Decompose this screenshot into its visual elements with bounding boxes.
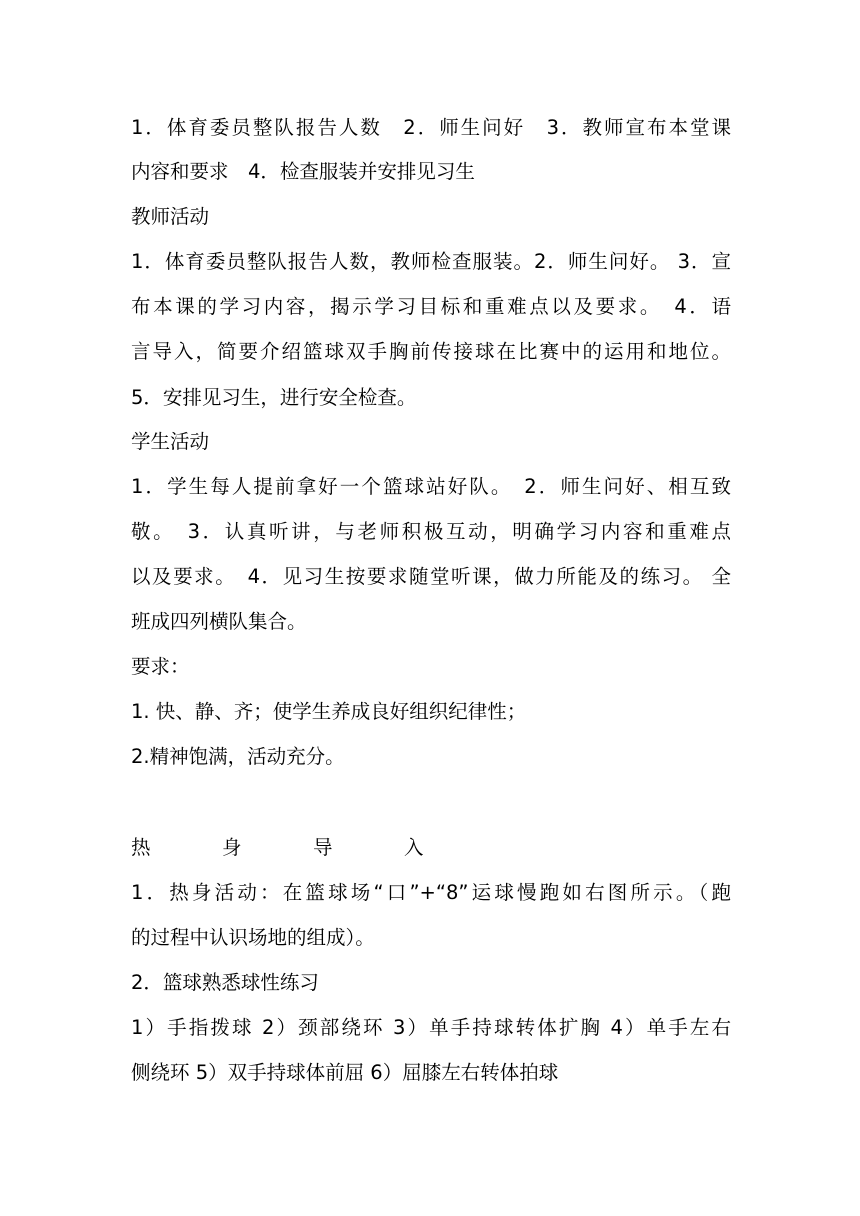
text-line-6: 言导入，简要介绍篮球双手胸前传接球在比赛中的运用和地位。 [131,340,731,363]
text-line-11: 以及要求。 4．见习生按要求随堂听课，做力所能及的练习。 全 [131,565,731,588]
text-line-20: 1）手指拨球 2）颈部绕环 3）单手持球转体扩胸 4）单手左右 [131,1016,731,1039]
text-line-2: 内容和要求 4．检查服装并安排见习生 [131,160,475,183]
text-line-21: 侧绕环 5）双手持球体前屈 6）屈膝左右转体拍球 [131,1061,559,1084]
section-heading-teacher: 教师活动 [131,205,210,228]
text-line-10: 敬。 3．认真听讲，与老师积极互动，明确学习内容和重难点 [131,520,731,543]
text-line-12: 班成四列横队集合。 [131,610,307,633]
text-line-17: 1．热身活动：在篮球场“口”+“8”运球慢跑如右图所示。（跑 [131,881,731,904]
text-line-14: 1. 快、静、齐；使学生养成良好组织纪律性； [131,700,527,723]
text-line-9: 1．学生每人提前拿好一个篮球站好队。 2．师生问好、相互致 [131,475,731,498]
requirements-heading: 要求： [131,655,190,678]
text-line-1: 1．体育委员整队报告人数 2．师生问好 3．教师宣布本堂课 [131,116,731,139]
text-line-19: 2．篮球熟悉球性练习 [131,971,319,994]
text-line-15: 2.精神饱满，活动充分。 [131,745,345,768]
text-line-7: 5．安排见习生，进行安全检查。 [131,386,417,409]
section-heading-student: 学生活动 [131,430,210,453]
text-line-4: 1．体育委员整队报告人数，教师检查服装。2．师生问好。 3．宣 [131,250,731,273]
text-line-18: 的过程中认识场地的组成）。 [131,926,375,949]
text-line-5: 布本课的学习内容，揭示学习目标和重难点以及要求。 4．语 [131,295,731,318]
section-heading-warmup: 热 身 导 入 [131,836,450,859]
